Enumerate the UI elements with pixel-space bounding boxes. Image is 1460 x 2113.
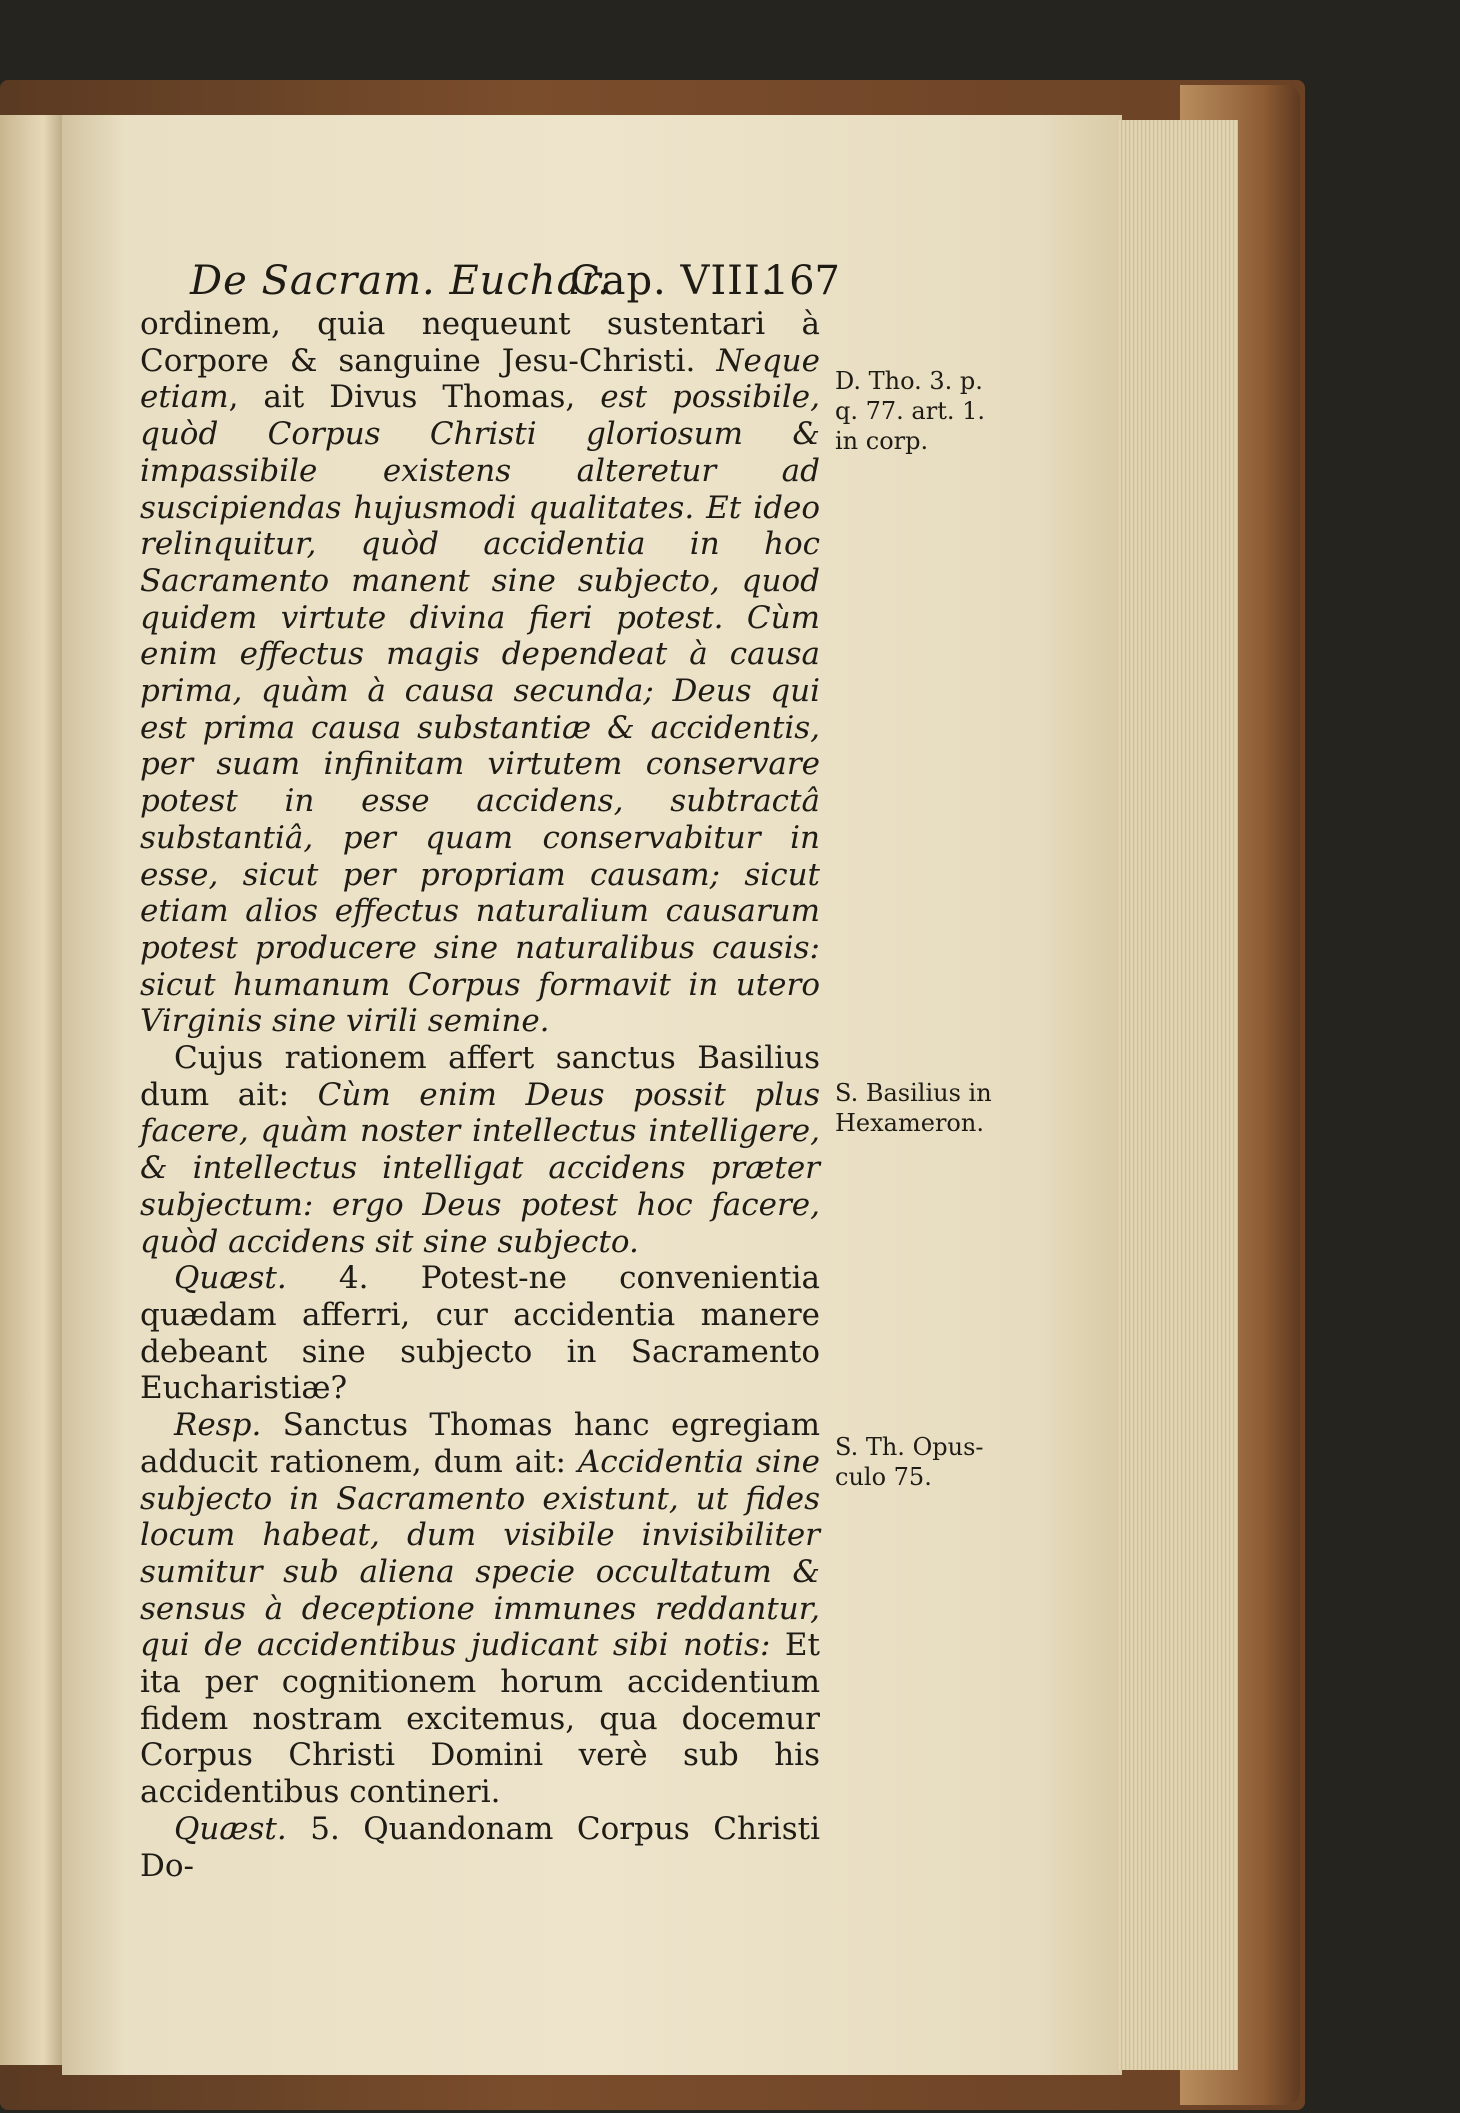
q5-text: 5. Quandonam Corpus Christi Do-	[140, 1810, 820, 1884]
q4-label: Quæst.	[174, 1260, 287, 1297]
q5-label: Quæst.	[174, 1810, 287, 1847]
paragraph-1	[140, 306, 820, 1040]
header-title: De Sacram. Euchar.	[190, 258, 611, 304]
q4-text: 4. Potest-ne convenientia quædam afferri, cur accidentia manere debeant sine subjecto in Sacramento Eucharistiæ?	[140, 1260, 820, 1407]
margin-note-line: Hexameron.	[835, 1109, 984, 1137]
margin-note-opusculo	[835, 1432, 1045, 1492]
margin-note-line: in corp.	[835, 427, 929, 455]
page-number: 167	[763, 258, 840, 304]
header-chapter: Cap. VIII.	[570, 258, 775, 304]
p1-quote-opening: Neque etiam	[140, 342, 820, 416]
resp-intro: Sanctus Thomas hanc egregiam adducit rationem, dum ait:	[140, 1407, 820, 1480]
p2-intro: Cujus rationem affert sanctus Basilius dum ait:	[140, 1040, 820, 1113]
margin-note-line: S. Th. Opus-	[835, 1433, 984, 1461]
margin-note-basilius	[835, 1078, 1045, 1138]
page-stack-edge	[1118, 120, 1238, 2070]
p1-intro: ordinem, quia nequeunt sustentari à Corpore & sanguine Jesu-Christi.	[140, 306, 820, 379]
margin-note-line: D. Tho. 3. p.	[835, 367, 983, 395]
response	[140, 1407, 820, 1811]
resp-end: Et ita per cognitionem horum accidentium fidem nostram excitemus, qua docemur Corpus Christi Domini verè sub his accidentibus contineri.	[140, 1627, 820, 1811]
resp-label: Resp.	[174, 1407, 262, 1444]
paragraph-2	[140, 1040, 820, 1260]
question-5	[140, 1811, 820, 1884]
p2-quote: Cùm enim Deus possit plus facere, quàm noster intellectus intelligere, & intellectus intelligat accidens præter subjectum: ergo Deus potest hoc facere, quòd accidens sit sine subjecto.	[140, 1076, 820, 1260]
p1-quote: est possibile, quòd Corpus Christi gloriosum & impassibile existens alteretur ad suscipiendas hujusmodi qualitates. Et ideo relinquitur, quòd accidentia in hoc Sacramento manent sine subjecto, quod quidem virtute divina fieri potest. Cùm enim effectus magis dependeat à causa prima, quàm à causa secunda; Deus qui est prima causa substantiæ & accidentis, per suam infinitam virtutem conservare potest in esse accidens, subtractâ substantiâ, per quam conservabitur in esse, sicut per propriam causam; sicut etiam alios effectus naturalium causarum potest producere sine naturalibus causis: sicut humanum Corpus formavit in utero Virginis sine virili semine.	[140, 379, 820, 1040]
margin-note-line: culo 75.	[835, 1463, 932, 1491]
facing-page-edge	[0, 115, 62, 2065]
resp-quote: Accidentia sine subjecto in Sacramento existunt, ut fides locum habeat, dum visibile invisibiliter sumitur sub aliena specie occultatum & sensus à deceptione immunes reddantur, qui de accidentibus judicant sibi notis:	[140, 1443, 821, 1664]
margin-note-thomas	[835, 366, 1045, 456]
question-4	[140, 1260, 820, 1407]
body-text	[140, 306, 820, 1884]
margin-note-line: S. Basilius in	[835, 1079, 992, 1107]
p1-attribution: , ait Divus Thomas,	[228, 379, 601, 416]
margin-note-line: q. 77. art. 1.	[835, 397, 985, 425]
